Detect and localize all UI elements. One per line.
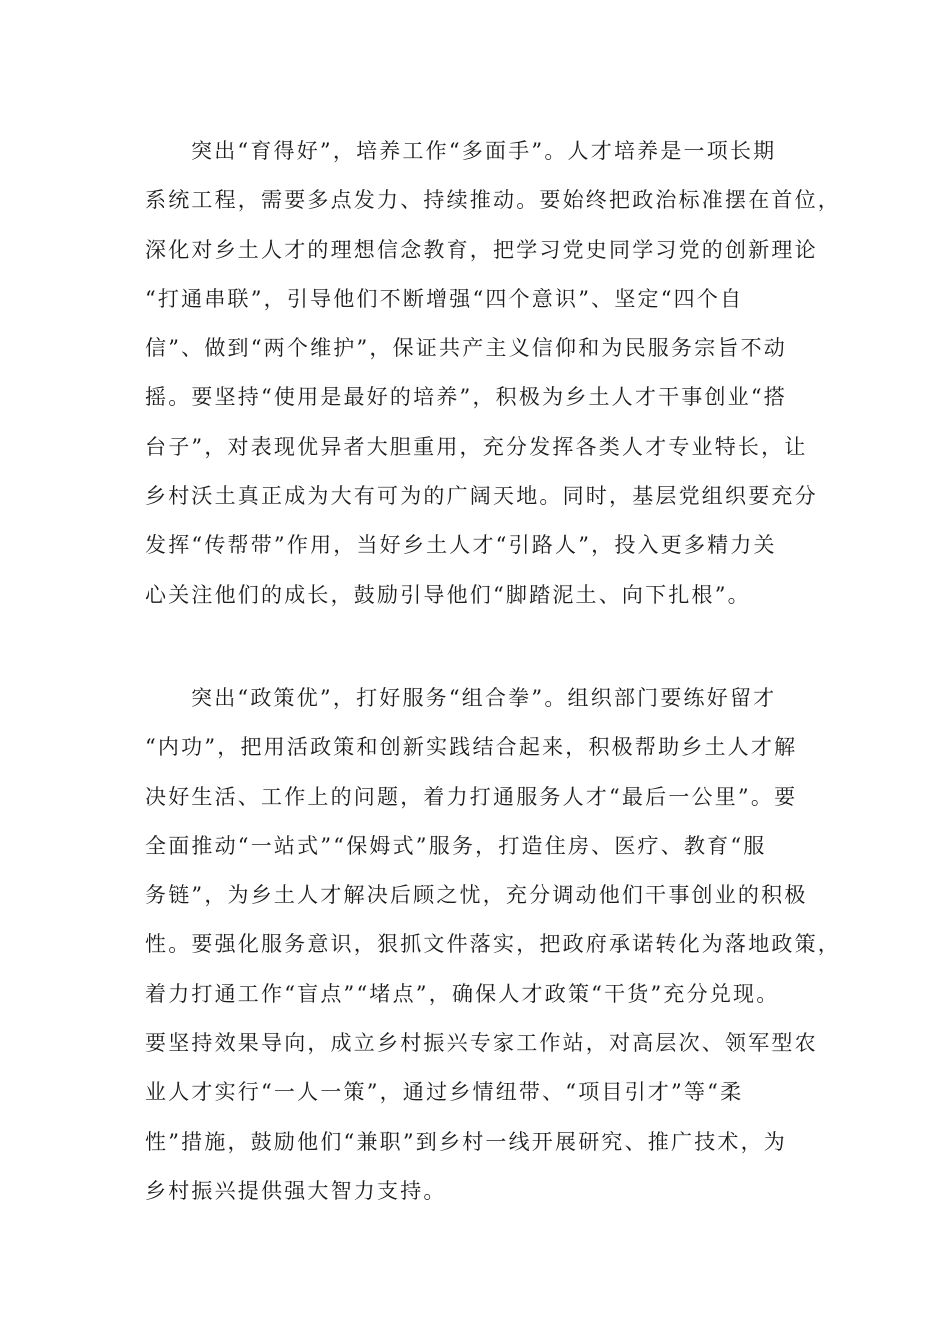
text-line: 摇。要坚持“使用是最好的培养”，积极为乡土人才干事创业“搭 bbox=[145, 385, 788, 410]
text-line: 性。要强化服务意识，狠抓文件落实，把政府承诺转化为落地政策， bbox=[145, 932, 841, 957]
text-line: 性”措施，鼓励他们“兼职”到乡村一线开展研究、推广技术，为 bbox=[145, 1129, 788, 1154]
text-line: 心关注他们的成长，鼓励引导他们“脚踏泥土、向下扎根”。 bbox=[145, 582, 751, 607]
text-line: 突出“政策优”，打好服务“组合拳”。组织部门要练好留才 bbox=[191, 686, 777, 710]
text-line: “打通串联”，引导他们不断增强“四个意识”、坚定“四个自 bbox=[145, 286, 744, 311]
text-line: 信”、做到“两个维护”，保证共产主义信仰和为民服务宗旨不动 bbox=[145, 336, 788, 361]
text-line: 发挥“传帮带”作用，当好乡土人才“引路人”，投入更多精力关 bbox=[145, 533, 777, 558]
text-line: 务链”，为乡土人才解决后顾之忧，充分调动他们干事创业的积极 bbox=[145, 883, 808, 908]
paragraph-policy-services bbox=[145, 674, 841, 1216]
text-line: 业人才实行“一人一策”，通过乡情纽带、“项目引才”等“柔 bbox=[145, 1080, 744, 1105]
text-line: 深化对乡土人才的理想信念教育，把学习党史同学习党的创新理论 bbox=[145, 237, 818, 262]
text-line: 乡村沃土真正成为大有可为的广阔天地。同时，基层党组织要充分 bbox=[145, 484, 818, 509]
text-line: 全面推动“一站式”“保姆式”服务，打造住房、医疗、教育“服 bbox=[145, 833, 767, 858]
text-line: 台子”，对表现优异者大胆重用，充分发挥各类人才专业特长，让 bbox=[145, 434, 808, 459]
text-line: “内功”，把用活政策和创新实践结合起来，积极帮助乡土人才解 bbox=[145, 735, 798, 760]
text-line: 决好生活、工作上的问题，着力打通服务人才“最后一公里”。要 bbox=[145, 784, 798, 809]
text-line: 着力打通工作“盲点”“堵点”，确保人才政策“干货”充分兑现。 bbox=[145, 981, 780, 1006]
text-line: 乡村振兴提供强大智力支持。 bbox=[145, 1178, 447, 1203]
text-line: 突出“育得好”，培养工作“多面手”。人才培养是一项长期 bbox=[191, 139, 777, 163]
text-line: 系统工程，需要多点发力、持续推动。要始终把政治标准摆在首位， bbox=[145, 188, 841, 213]
paragraph-talent-cultivation bbox=[145, 127, 841, 620]
text-line: 要坚持效果导向，成立乡村振兴专家工作站，对高层次、领军型农 bbox=[145, 1031, 818, 1056]
